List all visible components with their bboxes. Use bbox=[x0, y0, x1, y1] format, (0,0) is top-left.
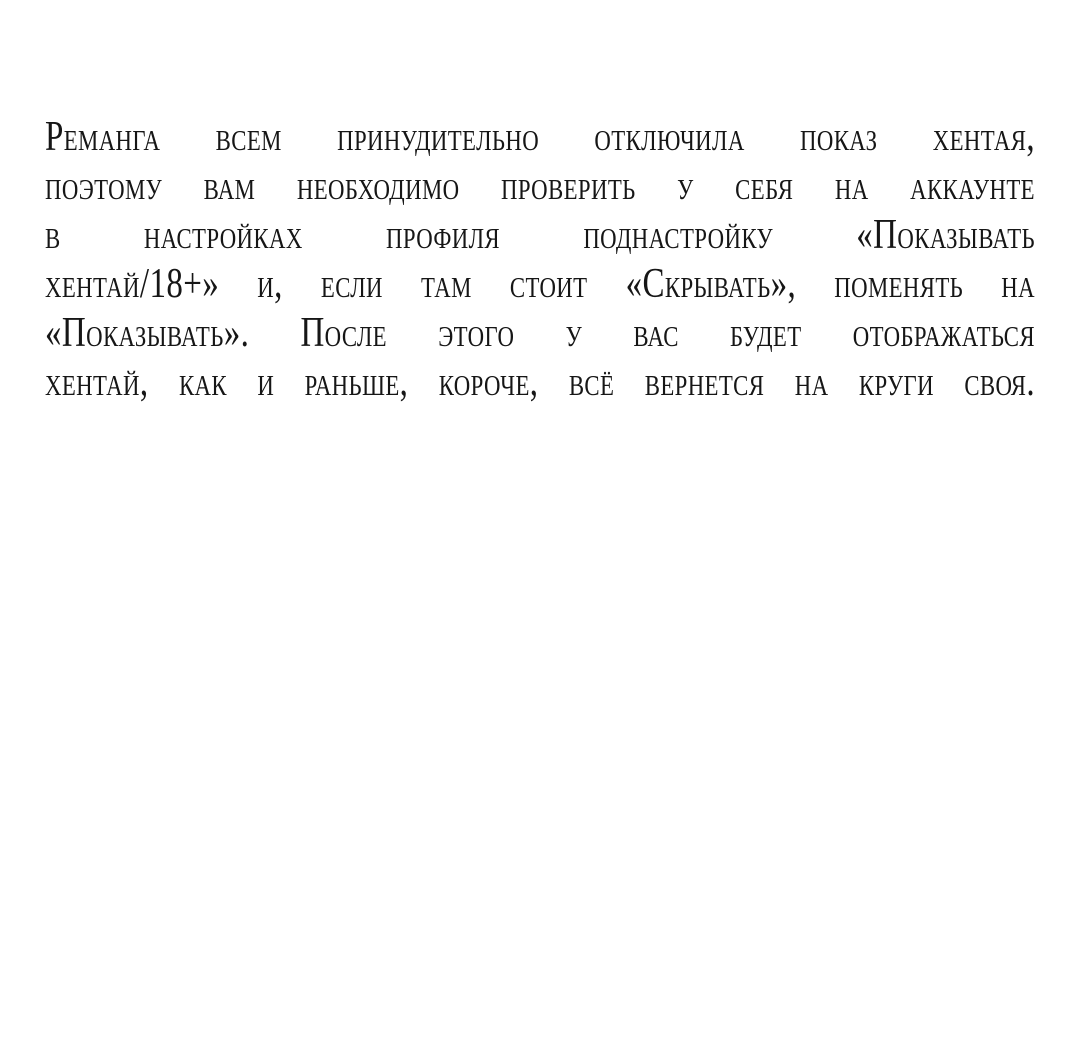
text-line-4: хентай/18+» и, если там стоит «Скрывать», поменять на bbox=[45, 261, 1035, 307]
text-line-6: хентай, как и раньше, короче, всё вернется на круги своя. bbox=[45, 359, 1035, 405]
text-line-1: Реманга всем принудительно отключила показ хентая, bbox=[45, 114, 1035, 160]
announcement-text bbox=[45, 113, 1035, 407]
text-line-2: поэтому вам необходимо проверить у себя на аккаунте bbox=[45, 163, 1035, 209]
text-line-3: в настройках профиля поднастройку «Показывать bbox=[45, 212, 1035, 258]
text-line-5: «Показывать». После этого у вас будет отображаться bbox=[45, 310, 1035, 356]
